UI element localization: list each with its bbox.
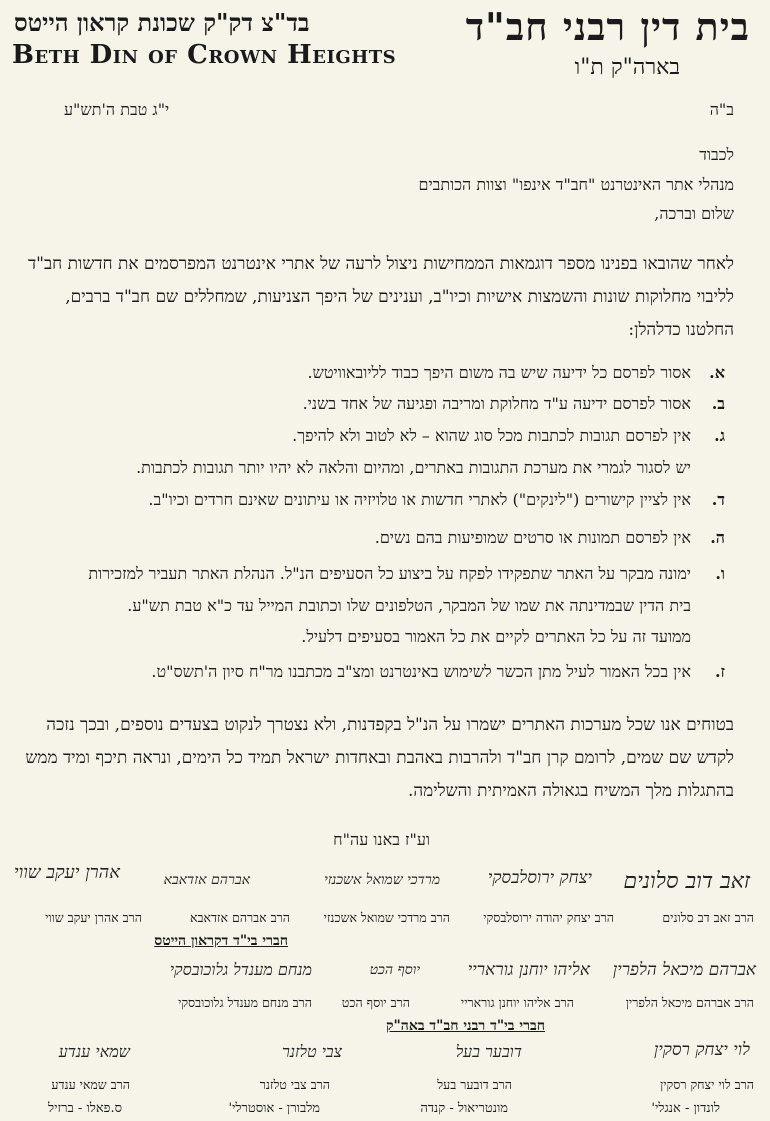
signature: זאב דוב סלונים bbox=[623, 869, 750, 894]
list-item bbox=[25, 392, 725, 416]
signatory-name: הרב אליהו יוחנן גוראריי bbox=[460, 995, 574, 1010]
signatory-name: הרב אברהם מיכאל הלפרין bbox=[625, 995, 754, 1010]
group-title-crown-heights: חברי בי"ד דקראון הייטס bbox=[154, 933, 288, 949]
signatory-name: הרב זאב דב סלונים bbox=[662, 910, 754, 925]
signature: צבי טלזנר bbox=[281, 1042, 342, 1061]
closing-paragraph: בטוחים אנו שכל מערכות האתרים ישמרו על הנ"ל בקפדנות, ולא נצטרך לנקוט בצעדים נוספים, ובכך נזכה לקדש שם שמים, לרומם קרן חב"ד ולהרבות באהבת ובאחדות ישראל תמיד כל הימים, ונראה תיכף ומיד ממש בהתגלות מלך המשיח בגאולה האמיתית והשלימה. bbox=[25, 715, 734, 801]
signatory-name: הרב לוי יצחק רסקין bbox=[660, 1077, 754, 1092]
address-to: לכבוד bbox=[699, 145, 734, 164]
intro-paragraph: לאחר שהובאו בפנינו מספר דוגמאות הממחישות ניצול לרעה של אתרי אינטרנט המפרסמים את חדשות חב"ד לליבוי מחלוקות שונות והשמצות אישיות וכיו"ב, וענינים של היפך הצניעות, שמחללים שם חב"ד ברבים, החלטנו כדלהלן: bbox=[27, 254, 734, 340]
signature: יוסף הכט bbox=[369, 962, 420, 978]
signature: אהרן יעקב שווי bbox=[13, 862, 120, 883]
item-text: אסור לפרסם כל ידיעה שיש בה משום היפך כבוד לליובאוויטש. bbox=[307, 363, 691, 382]
item-label: ג. bbox=[714, 426, 725, 445]
item-label: ה. bbox=[710, 528, 725, 547]
signatory-name: הרב מנחם מענדל גלוכובסקי bbox=[178, 995, 312, 1010]
signatory-city: לונדון - אנגלי' bbox=[651, 1101, 720, 1116]
item-text: אין לציין קישורים ("לינקים") לאתרי חדשות או טלויזיה או עיתונים שאינם חרדים וכיו"ב. bbox=[148, 490, 691, 509]
signatory-city: ס.פאלו - ברזיל bbox=[48, 1101, 122, 1116]
signature: דובער בעל bbox=[455, 1042, 522, 1061]
signatory-name: הרב שמאי ענדע bbox=[51, 1077, 130, 1092]
item-label: ז. bbox=[714, 662, 725, 681]
address-recipients: מנהלי אתר האינטרנט "חב"ד אינפו" וצוות הכותבים bbox=[418, 175, 734, 194]
list-item bbox=[25, 660, 725, 684]
item-text: ימונה מבקר על האתר שתפקידו לפקח על ביצוע כל הסעיפים הנ"ל. הנהלת האתר תעביר למזכירות bbox=[88, 564, 691, 583]
list-item bbox=[25, 361, 725, 385]
signature: יצחק ירוסלבסקי bbox=[487, 868, 592, 888]
item-text: אין לפרסם תגובות לכתבות מכל סוג שהוא – לא לטוב ולא להיפך. bbox=[292, 426, 691, 445]
signatory-name: הרב אהרן יעקב שווי bbox=[45, 910, 142, 925]
signatory-city: מונטריאול - קנדה bbox=[420, 1101, 508, 1116]
list-item-continuation: יש לסגור לגמרי את מערכת התגובות באתרים, ומהיום והלאה לא יהיו יותר תגובות לכתבות. bbox=[136, 458, 691, 477]
signatory-name: הרב יוסף הכט bbox=[341, 995, 410, 1010]
signatory-city: מלבורן - אוסטרלי' bbox=[228, 1101, 320, 1116]
signature: אברהם מיכאל הלפרין bbox=[612, 960, 756, 980]
signature: לוי יצחק רסקין bbox=[654, 1040, 750, 1060]
signatory-name: הרב דובער בעל bbox=[437, 1077, 512, 1092]
item-label: א. bbox=[709, 363, 725, 382]
item-label: ד. bbox=[711, 490, 725, 509]
bdz-name-english: Beth Din of Crown Heights bbox=[12, 40, 397, 70]
letter-date: י"ג טבת ה'תש"ע bbox=[64, 100, 170, 119]
signature: מנחם מענדל גלוכובסקי bbox=[169, 960, 312, 979]
bdz-name-hebrew: בד"צ דק"ק שכונת קראון הייטס bbox=[14, 8, 310, 37]
signature: אברהם אזדאבא bbox=[163, 872, 250, 888]
item-text: אין בכל האמור לעיל מתן הכשר לשימוש באינטרנט ומצ"ב מכתבנו מר"ח סיון ה'תשס"ט. bbox=[151, 662, 691, 681]
signature: אליהו יוחנן גוראריי bbox=[467, 960, 590, 980]
signatory-name: הרב יצחק יהודה ירוסלבסקי bbox=[483, 910, 614, 925]
sign-off: וע"ז באנו עה"ח bbox=[333, 830, 430, 849]
item-text: אין לפרסם תמונות או סרטים שמופיעות בהם נשים. bbox=[374, 528, 691, 547]
signatory-name: הרב מרדכי שמואל אשכנזי bbox=[323, 910, 450, 925]
court-location-hebrew: בארה"ק ת"ו bbox=[574, 55, 680, 80]
item-label: ו. bbox=[715, 564, 725, 583]
bh-mark: ב"ה bbox=[709, 100, 734, 119]
greeting: שלום וברכה, bbox=[654, 204, 734, 223]
list-item bbox=[25, 424, 725, 448]
signatory-name: הרב צבי טלזנר bbox=[259, 1077, 330, 1092]
list-item-continuation: ממועד זה על כל האתרים לקיים את כל האמור בסעיפים דלעיל. bbox=[301, 627, 691, 646]
signature: שמאי ענדע bbox=[58, 1042, 130, 1061]
item-text: אסור לפרסם ידיעה ע"ד מחלוקת ומריבה ופגיעה של אחד בשני. bbox=[302, 394, 691, 413]
group-title-eretz-hakodesh: חברי בי"ד רבני חב"ד באה"ק bbox=[385, 1018, 545, 1034]
list-item bbox=[25, 526, 725, 550]
signature: מרדכי שמואל אשכנזי bbox=[324, 872, 440, 888]
list-item bbox=[25, 562, 725, 586]
list-item-continuation: בית הדין שבמדינתה את שמו של המבקר, הטלפונים שלו וכתובת המייל עד כ"א טבת תש"ע. bbox=[127, 596, 691, 615]
signatory-name: הרב אברהם אזדאבא bbox=[190, 910, 290, 925]
list-item bbox=[25, 488, 725, 512]
court-name-hebrew: בית דין רבני חב"ד bbox=[465, 4, 750, 49]
item-label: ב. bbox=[711, 394, 725, 413]
